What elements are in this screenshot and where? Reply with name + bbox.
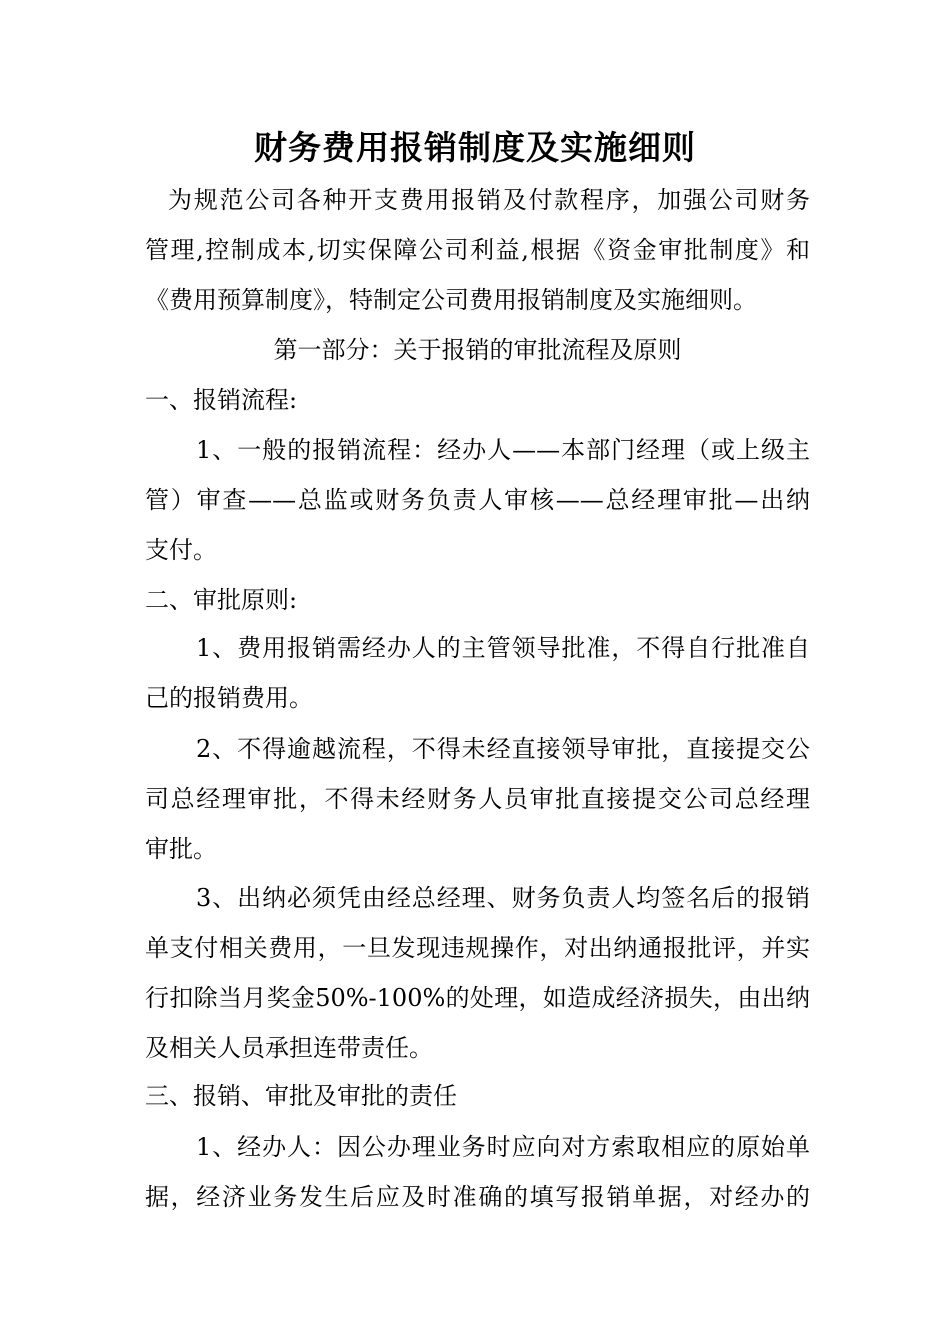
- heading-line: 一、报销流程:: [145, 386, 298, 414]
- paragraph-line: 3、出纳必须凭由经总经理、财务负责人均签名后的报销: [196, 884, 810, 912]
- paragraph-line: 管）审查——总监或财务负责人审核——总经理审批—出纳: [145, 486, 810, 514]
- paragraph-line: 管理,控制成本,切实保障公司利益,根据《资金审批制度》和: [145, 236, 810, 264]
- paragraph-line: 及相关人员承担连带责任。: [145, 1034, 433, 1062]
- paragraph-line: 行扣除当月奖金50%-100%的处理，如造成经济损失，由出纳: [145, 984, 810, 1012]
- paragraph-line: 1、经办人：因公办理业务时应向对方索取相应的原始单: [196, 1133, 810, 1161]
- heading-line: 二、审批原则:: [145, 586, 298, 614]
- paragraph-line: 《费用预算制度》，特制定公司费用报销制度及实施细则。: [145, 286, 757, 314]
- paragraph-line: 1、一般的报销流程：经办人——本部门经理（或上级主: [196, 436, 810, 464]
- paragraph-line: 司总经理审批，不得未经财务人员审批直接提交公司总经理: [145, 785, 810, 813]
- paragraph-line: 审批。: [145, 835, 217, 863]
- heading-line: 三、报销、审批及审批的责任: [145, 1082, 457, 1110]
- paragraph-line: 为规范公司各种开支费用报销及付款程序，加强公司财务: [168, 186, 810, 214]
- paragraph-line: 据，经济业务发生后应及时准确的填写报销单据，对经办的: [145, 1183, 810, 1211]
- paragraph-line: 2、不得逾越流程，不得未经直接领导审批，直接提交公: [196, 735, 810, 763]
- paragraph-line: 己的报销费用。: [145, 684, 313, 712]
- paragraph-line: 1、费用报销需经办人的主管领导批准，不得自行批准自: [196, 634, 810, 662]
- paragraph-line: 支付。: [145, 536, 217, 564]
- document-title: 财务费用报销制度及实施细则: [254, 128, 696, 167]
- section-heading: 第一部分：关于报销的审批流程及原则: [273, 336, 682, 364]
- paragraph-line: 单支付相关费用，一旦发现违规操作，对出纳通报批评，并实: [145, 934, 810, 962]
